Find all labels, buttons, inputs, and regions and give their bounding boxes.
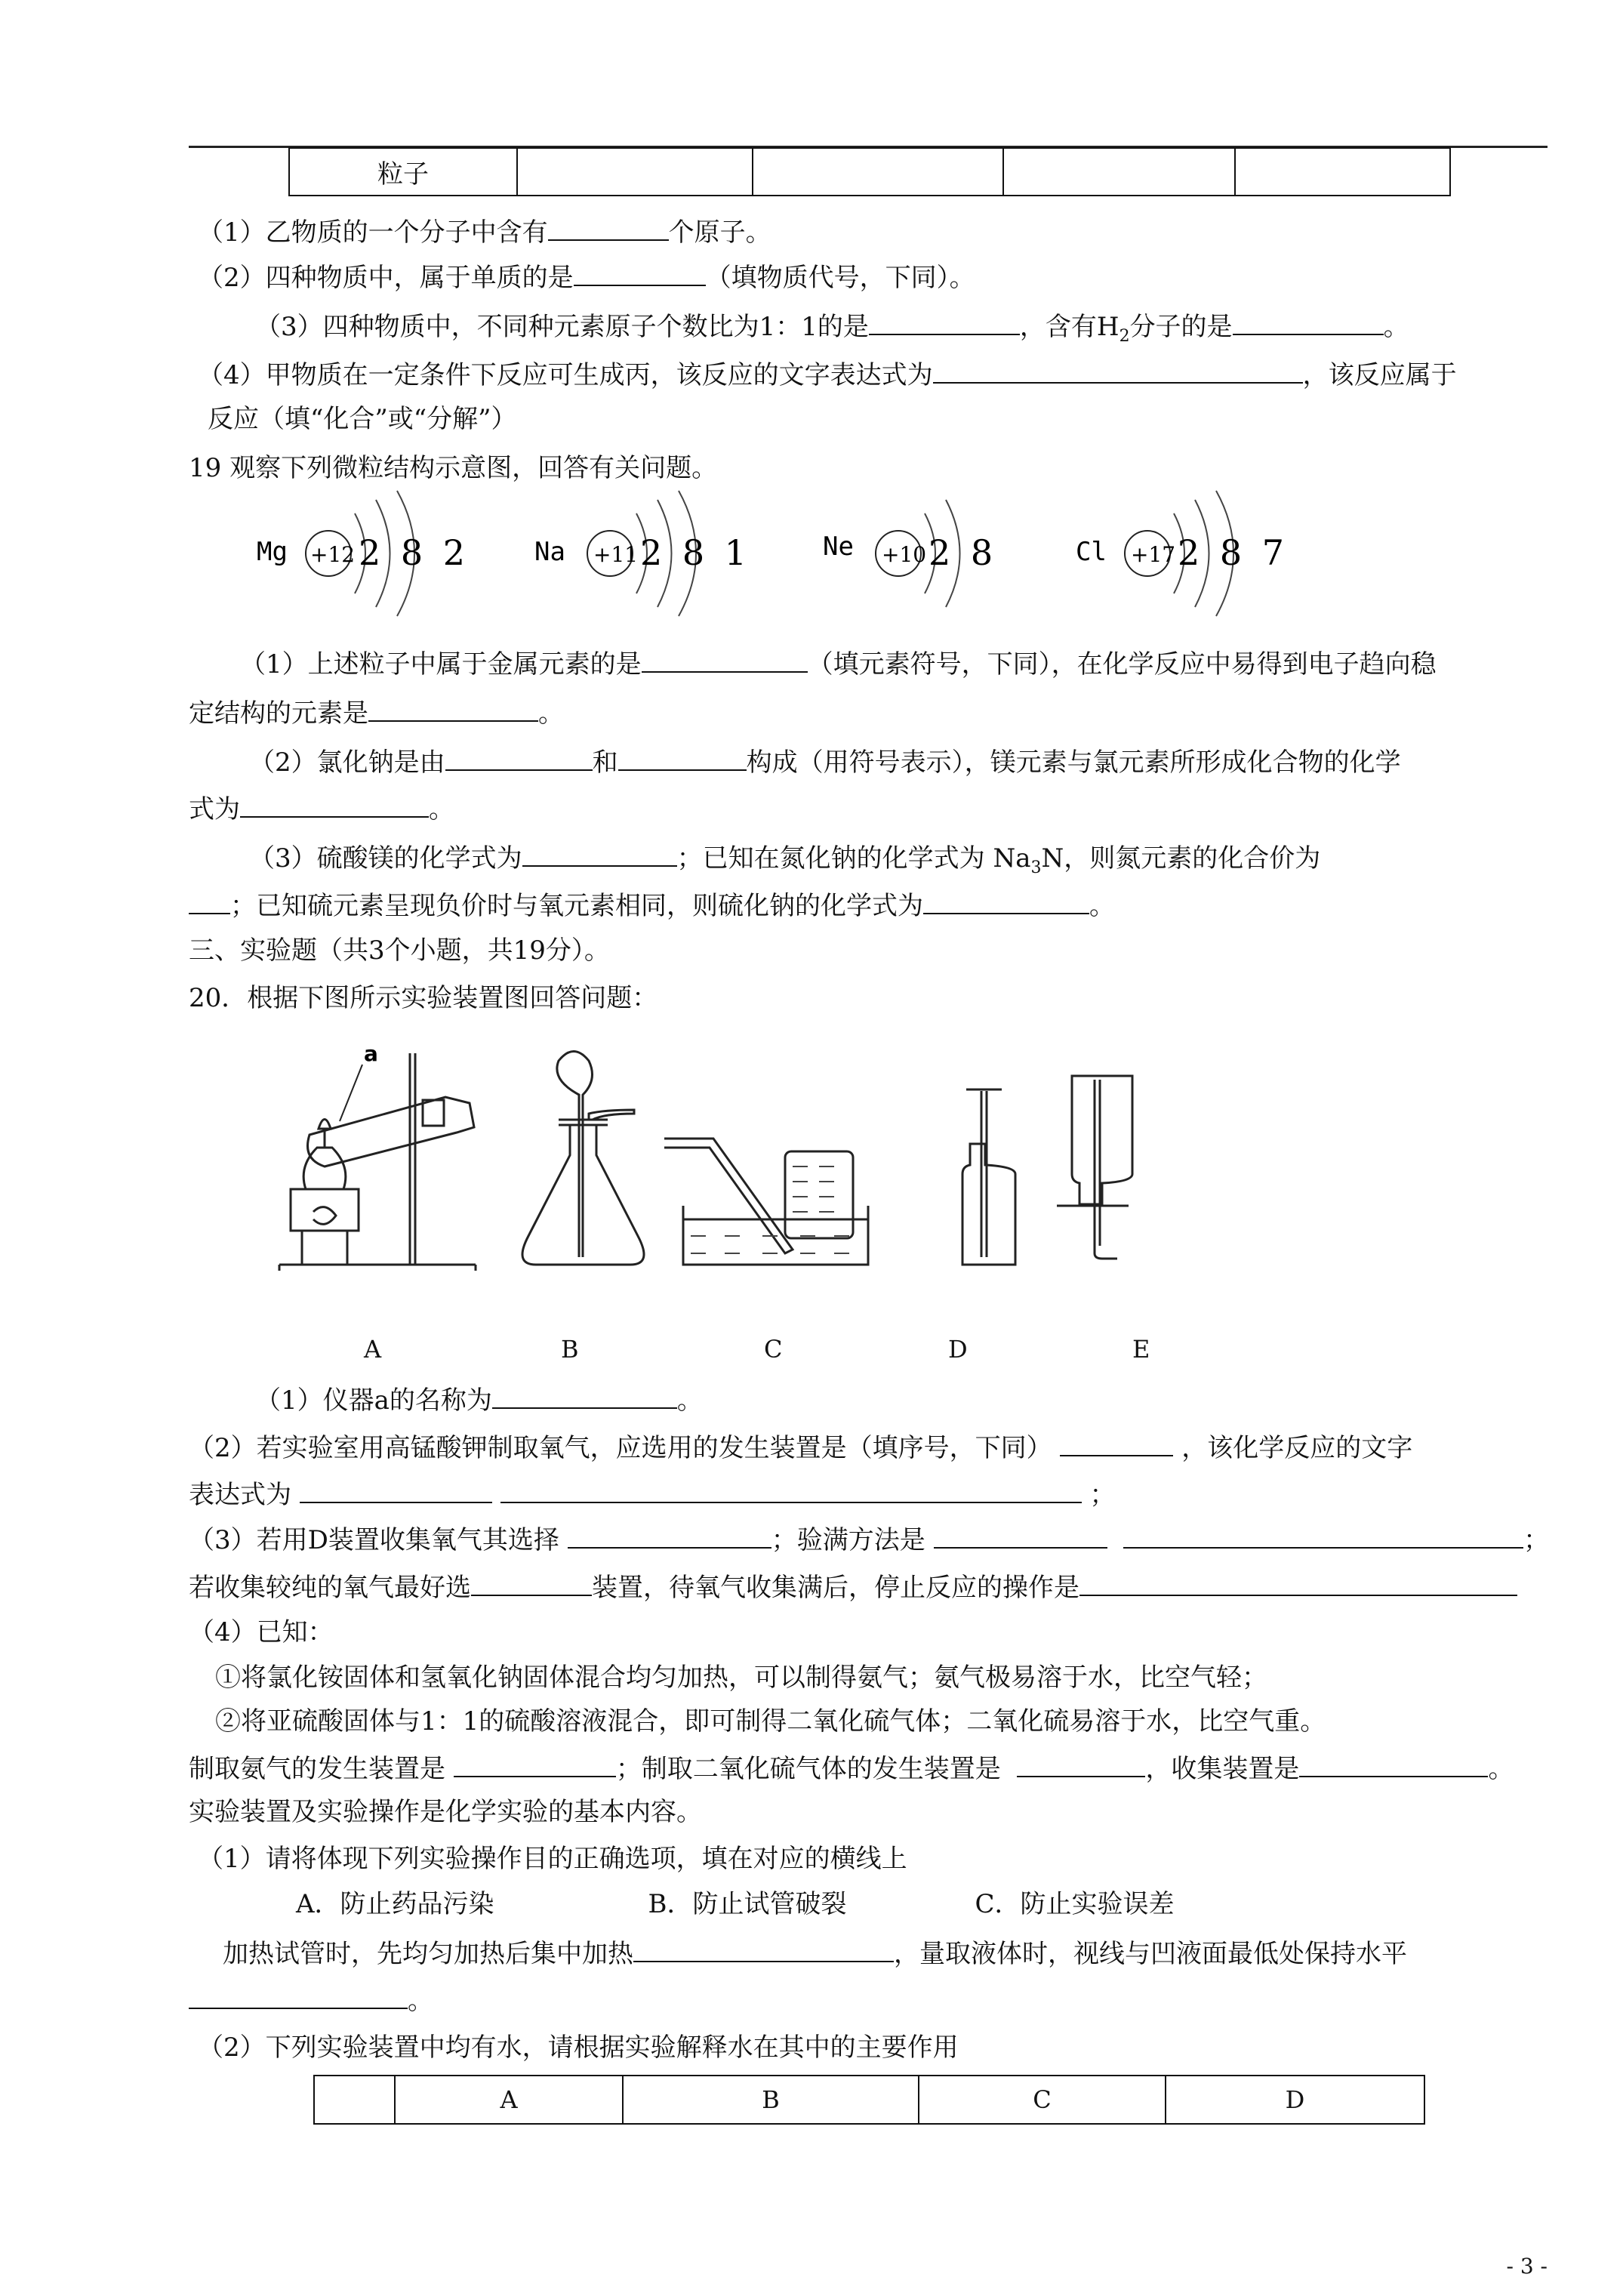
- answer-blank[interactable]: [548, 214, 669, 241]
- caption-a: A: [364, 1335, 382, 1364]
- q20-p3-line1: （3）若用D装置收集氧气其选择 ；验满方法是 ；: [189, 1521, 1549, 1557]
- q18-line5: 反应（填“化合”或“分解”）: [208, 404, 517, 434]
- caption-b: B: [561, 1335, 579, 1364]
- atom-symbol: Mg: [257, 537, 288, 567]
- answer-blank[interactable]: [568, 1521, 771, 1549]
- q19-p2-line1: （2）氯化钠是由 和 构成（用符号表示），镁元素与氯元素所形成化合物的化学: [249, 744, 1401, 779]
- q20-title: 20．根据下图所示实验装置图回答问题：: [189, 983, 658, 1013]
- q21-p1: （1）请将体现下列实验操作目的正确选项，填在对应的横线上: [198, 1844, 907, 1874]
- caption-e: E: [1132, 1335, 1150, 1364]
- answer-blank[interactable]: [1233, 308, 1384, 335]
- answer-blank[interactable]: [368, 695, 538, 722]
- table-cell: [1003, 148, 1235, 196]
- answer-blank[interactable]: [492, 1382, 677, 1409]
- q19-p2-line2: 式为 。: [189, 791, 454, 826]
- answer-blank[interactable]: [471, 1569, 592, 1596]
- answer-blank[interactable]: [522, 840, 677, 867]
- atom-ne: [823, 500, 997, 607]
- atom-symbol: Cl: [1076, 537, 1107, 567]
- answer-blank[interactable]: [1079, 1569, 1517, 1596]
- answer-blank[interactable]: [869, 308, 1020, 335]
- table-header-cell: [314, 2076, 395, 2124]
- answer-blank[interactable]: [240, 791, 429, 818]
- answer-blank[interactable]: [934, 1521, 1107, 1549]
- section-3-heading: 三、实验题（共3个小题，共19分）。: [189, 935, 610, 966]
- page-number: - 3 -: [1506, 2254, 1548, 2279]
- nucleus-charge: +17: [1131, 542, 1176, 567]
- answer-blank[interactable]: [445, 744, 593, 771]
- nucleus-charge: +10: [882, 542, 927, 567]
- q18-line2: （2）四种物质中，属于单质的是 （填物质代号，下同）。: [198, 259, 975, 294]
- caption-d: D: [948, 1335, 968, 1364]
- answer-blank[interactable]: [574, 259, 706, 286]
- top-table: [288, 147, 1451, 196]
- answer-blank[interactable]: [923, 887, 1089, 914]
- answer-blank[interactable]: [189, 1982, 408, 2009]
- q21-p2: 加热试管时，先均匀加热后集中加热 ，量取液体时，视线与凹液面最低处保持水平: [223, 1935, 1407, 1971]
- q19-p3-line2: ；已知硫元素呈现负价时与氧元素相同，则硫化钠的化学式为 。: [189, 887, 1115, 923]
- bottom-table: [313, 2075, 1425, 2125]
- nucleus-charge: +12: [310, 542, 356, 567]
- q19-p1-line2: 定结构的元素是 。: [189, 695, 564, 730]
- q20-p2-line1: （2）若实验室用高锰酸钾制取氧气，应选用的发生装置是（填序号，下同） ，该化学反应的文字: [189, 1429, 1412, 1465]
- q18-line1: （1）乙物质的一个分子中含有 个原子。: [198, 214, 771, 249]
- answer-blank[interactable]: [1299, 1750, 1488, 1777]
- answer-blank[interactable]: [1017, 1750, 1145, 1777]
- table-header-cell: B: [623, 2076, 919, 2124]
- answer-blank[interactable]: [933, 356, 1303, 384]
- q20-p4: （4）已知：: [189, 1617, 334, 1647]
- shell-electrons: 2 8: [929, 532, 998, 573]
- table-cell: [753, 148, 1003, 196]
- atom-structure-figure: [242, 483, 1298, 619]
- answer-blank[interactable]: [642, 646, 808, 673]
- atom-symbol: Ne: [823, 532, 854, 562]
- q19-title: 19 观察下列微粒结构示意图，回答有关问题。: [189, 453, 718, 483]
- answer-blank[interactable]: [1060, 1429, 1173, 1456]
- atom-symbol: Na: [534, 537, 565, 567]
- answer-blank[interactable]: [633, 1935, 894, 1962]
- shell-electrons: 2 8 7: [1178, 532, 1289, 573]
- answer-blank[interactable]: [1123, 1521, 1523, 1549]
- answer-blank[interactable]: [454, 1750, 616, 1777]
- table-cell: 粒子: [289, 148, 517, 196]
- table-header-cell: A: [395, 2076, 623, 2124]
- table-cell: [517, 148, 753, 196]
- table-header-cell: C: [919, 2076, 1166, 2124]
- q18-line3: （3）四种物质中，不同种元素原子个数比为1：1的是 ，含有$H_2$分子的是 。: [255, 308, 1409, 347]
- q20-p5: 实验装置及实验操作是化学实验的基本内容。: [189, 1797, 702, 1827]
- atom-mg: [257, 491, 470, 616]
- q20-p4-answer: 制取氨气的发生装置是 ；制取二氧化硫气体的发生装置是 ，收集装置是 。: [189, 1750, 1514, 1786]
- apparatus-figure: [272, 1038, 1253, 1325]
- q20-p2-line2: 表达式为 ；: [189, 1476, 1115, 1512]
- q20-p4a: ①将氯化铵固体和氢氧化钠固体混合均匀加热，可以制得氨气；氨气极易溶于水，比空气轻；: [215, 1663, 1267, 1693]
- q21-p3: 。: [189, 1982, 433, 2017]
- table-header-cell: D: [1166, 2076, 1424, 2124]
- nucleus-charge: +11: [593, 542, 639, 567]
- answer-blank[interactable]: [189, 887, 230, 914]
- answer-blank[interactable]: [300, 1476, 492, 1503]
- answer-blank[interactable]: [500, 1476, 1082, 1503]
- label-a: a: [364, 1041, 378, 1066]
- q19-p3-line1: （3）硫酸镁的化学式为 ；已知在氮化钠的化学式为 $Na_3N$，则氮元素的化合价为: [249, 840, 1320, 879]
- answer-blank[interactable]: [618, 744, 747, 771]
- caption-c: C: [764, 1335, 783, 1364]
- shell-electrons: 2 8 1: [640, 532, 752, 573]
- q19-p1-line1: （1）上述粒子中属于金属元素的是 （填元素符号，下同），在化学反应中易得到电子趋向稳: [240, 646, 1437, 681]
- table-cell: [1235, 148, 1450, 196]
- q20-p3-line2: 若收集较纯的氧气最好选 装置，待氧气收集满后，停止反应的操作是: [189, 1569, 1517, 1604]
- q18-line4: （4）甲物质在一定条件下反应可生成丙，该反应的文字表达式为 ，该反应属于: [198, 356, 1457, 392]
- q21-p4: （2）下列实验装置中均有水，请根据实验解释水在其中的主要作用: [198, 2032, 959, 2063]
- shell-electrons: 2 8 2: [359, 532, 470, 573]
- atom-cl: [1076, 491, 1289, 616]
- q20-p1: （1）仪器a的名称为 。: [255, 1382, 703, 1417]
- atom-na: [534, 491, 751, 616]
- q20-p4b: ②将亚硫酸固体与1：1的硫酸溶液混合，即可制得二氧化硫气体；二氧化硫易溶于水，比空气重。: [215, 1706, 1326, 1737]
- q21-options: A．防止药品污染 B．防止试管破裂 C．防止实验误差: [296, 1889, 1175, 1919]
